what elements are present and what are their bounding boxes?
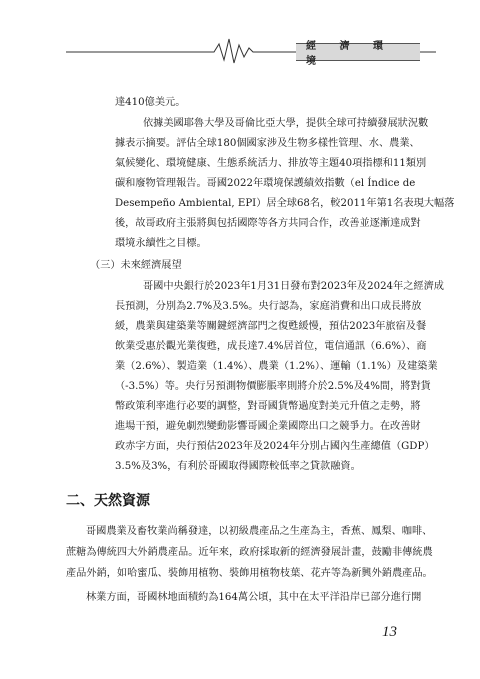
running-header [0,36,480,66]
text-line: （-3.5%）等。央行另預測物價膨脹率則將介於2.5%及4%間，將對貨 [115,381,431,392]
text-line: 業（2.6%）、製造業（1.4%）、農業（1.2%）、運輸（1.1%）及建築業 [115,361,438,372]
subsection-title: （三）未來經濟展望 [90,260,182,271]
text-line: 飲業受惠於觀光業復甦，成長達7.4%居首位，電信通訊（6.6%）、商 [115,341,427,352]
text-line: 產品外銷，如哈蜜瓜、裝飾用植物、裝飾用植物枝葉、花卉等為新興外銷農產品。 [66,568,433,579]
text-line: Desempeño Ambiental, EPI）居全球68名，較2011年第1名表現大幅落 [115,198,455,209]
text-line: 蔗糖為傳統四大外銷農產品。近年來，政府採取新的經濟發展計畫，鼓勵非傳統農 [66,547,433,558]
text-line: 3.5%及3%，有利於哥國取得國際較低率之貸款融資。 [115,461,361,472]
text-line: 據表示摘要。評估全球180個國家涉及生物多樣性管理、水、農業、 [115,138,420,149]
text-line: 碳和廢物管理報告。哥國2022年環境保護績效指數（el Índice de [115,178,416,189]
text-line: 後，故哥政府主張將與包括國際等各方共同合作，改善並逐漸達成對 [115,218,421,229]
text-line: 進場干預，避免劇烈變動影響哥國企業國際出口之競爭力。在改善財 [115,421,421,432]
text-line: 氣候變化、環境健康、生態系統活力、排放等主題40項指標和11類別 [115,158,427,169]
section-heading: 二、天然資源 [66,493,150,509]
text-line: 哥國中央銀行於2023年1月31日發布對2023年及2024年之經濟成 [143,281,444,292]
text-line: 政赤字方面，央行預估2023年及2024年分別占國內生產總值（GDP） [115,441,435,452]
header-title: 經 濟 環 境 [306,41,393,67]
text-line: 幣政策利率進行必要的調整，對哥國貨幣過度對美元升值之走勢，將 [115,401,421,412]
header-title-box [296,41,420,67]
intro-line: 達410億美元。 [115,97,186,108]
page-number: 13 [382,624,397,640]
text-line: 環境永續性之目標。 [115,238,207,249]
text-line: 依據美國耶魯大學及哥倫比亞大學，提供全球可持續發展狀況數 [143,118,429,129]
text-line: 長預測，分別為2.7%及3.5%。央行認為，家庭消費和出口成長將放 [115,301,422,312]
text-line: 緩，農業與建築業等關鍵經濟部門之復甦緩慢，預估2023年旅宿及餐 [115,321,427,332]
forestry-line: 林業方面，哥國林地面積約為164萬公頃，其中在太平洋沿岸已部分進行開 [86,592,422,603]
text-line: 哥國農業及畜牧業尚稱發達，以初級農產品之生產為主，香蕉、鳳梨、咖啡、 [86,526,433,537]
